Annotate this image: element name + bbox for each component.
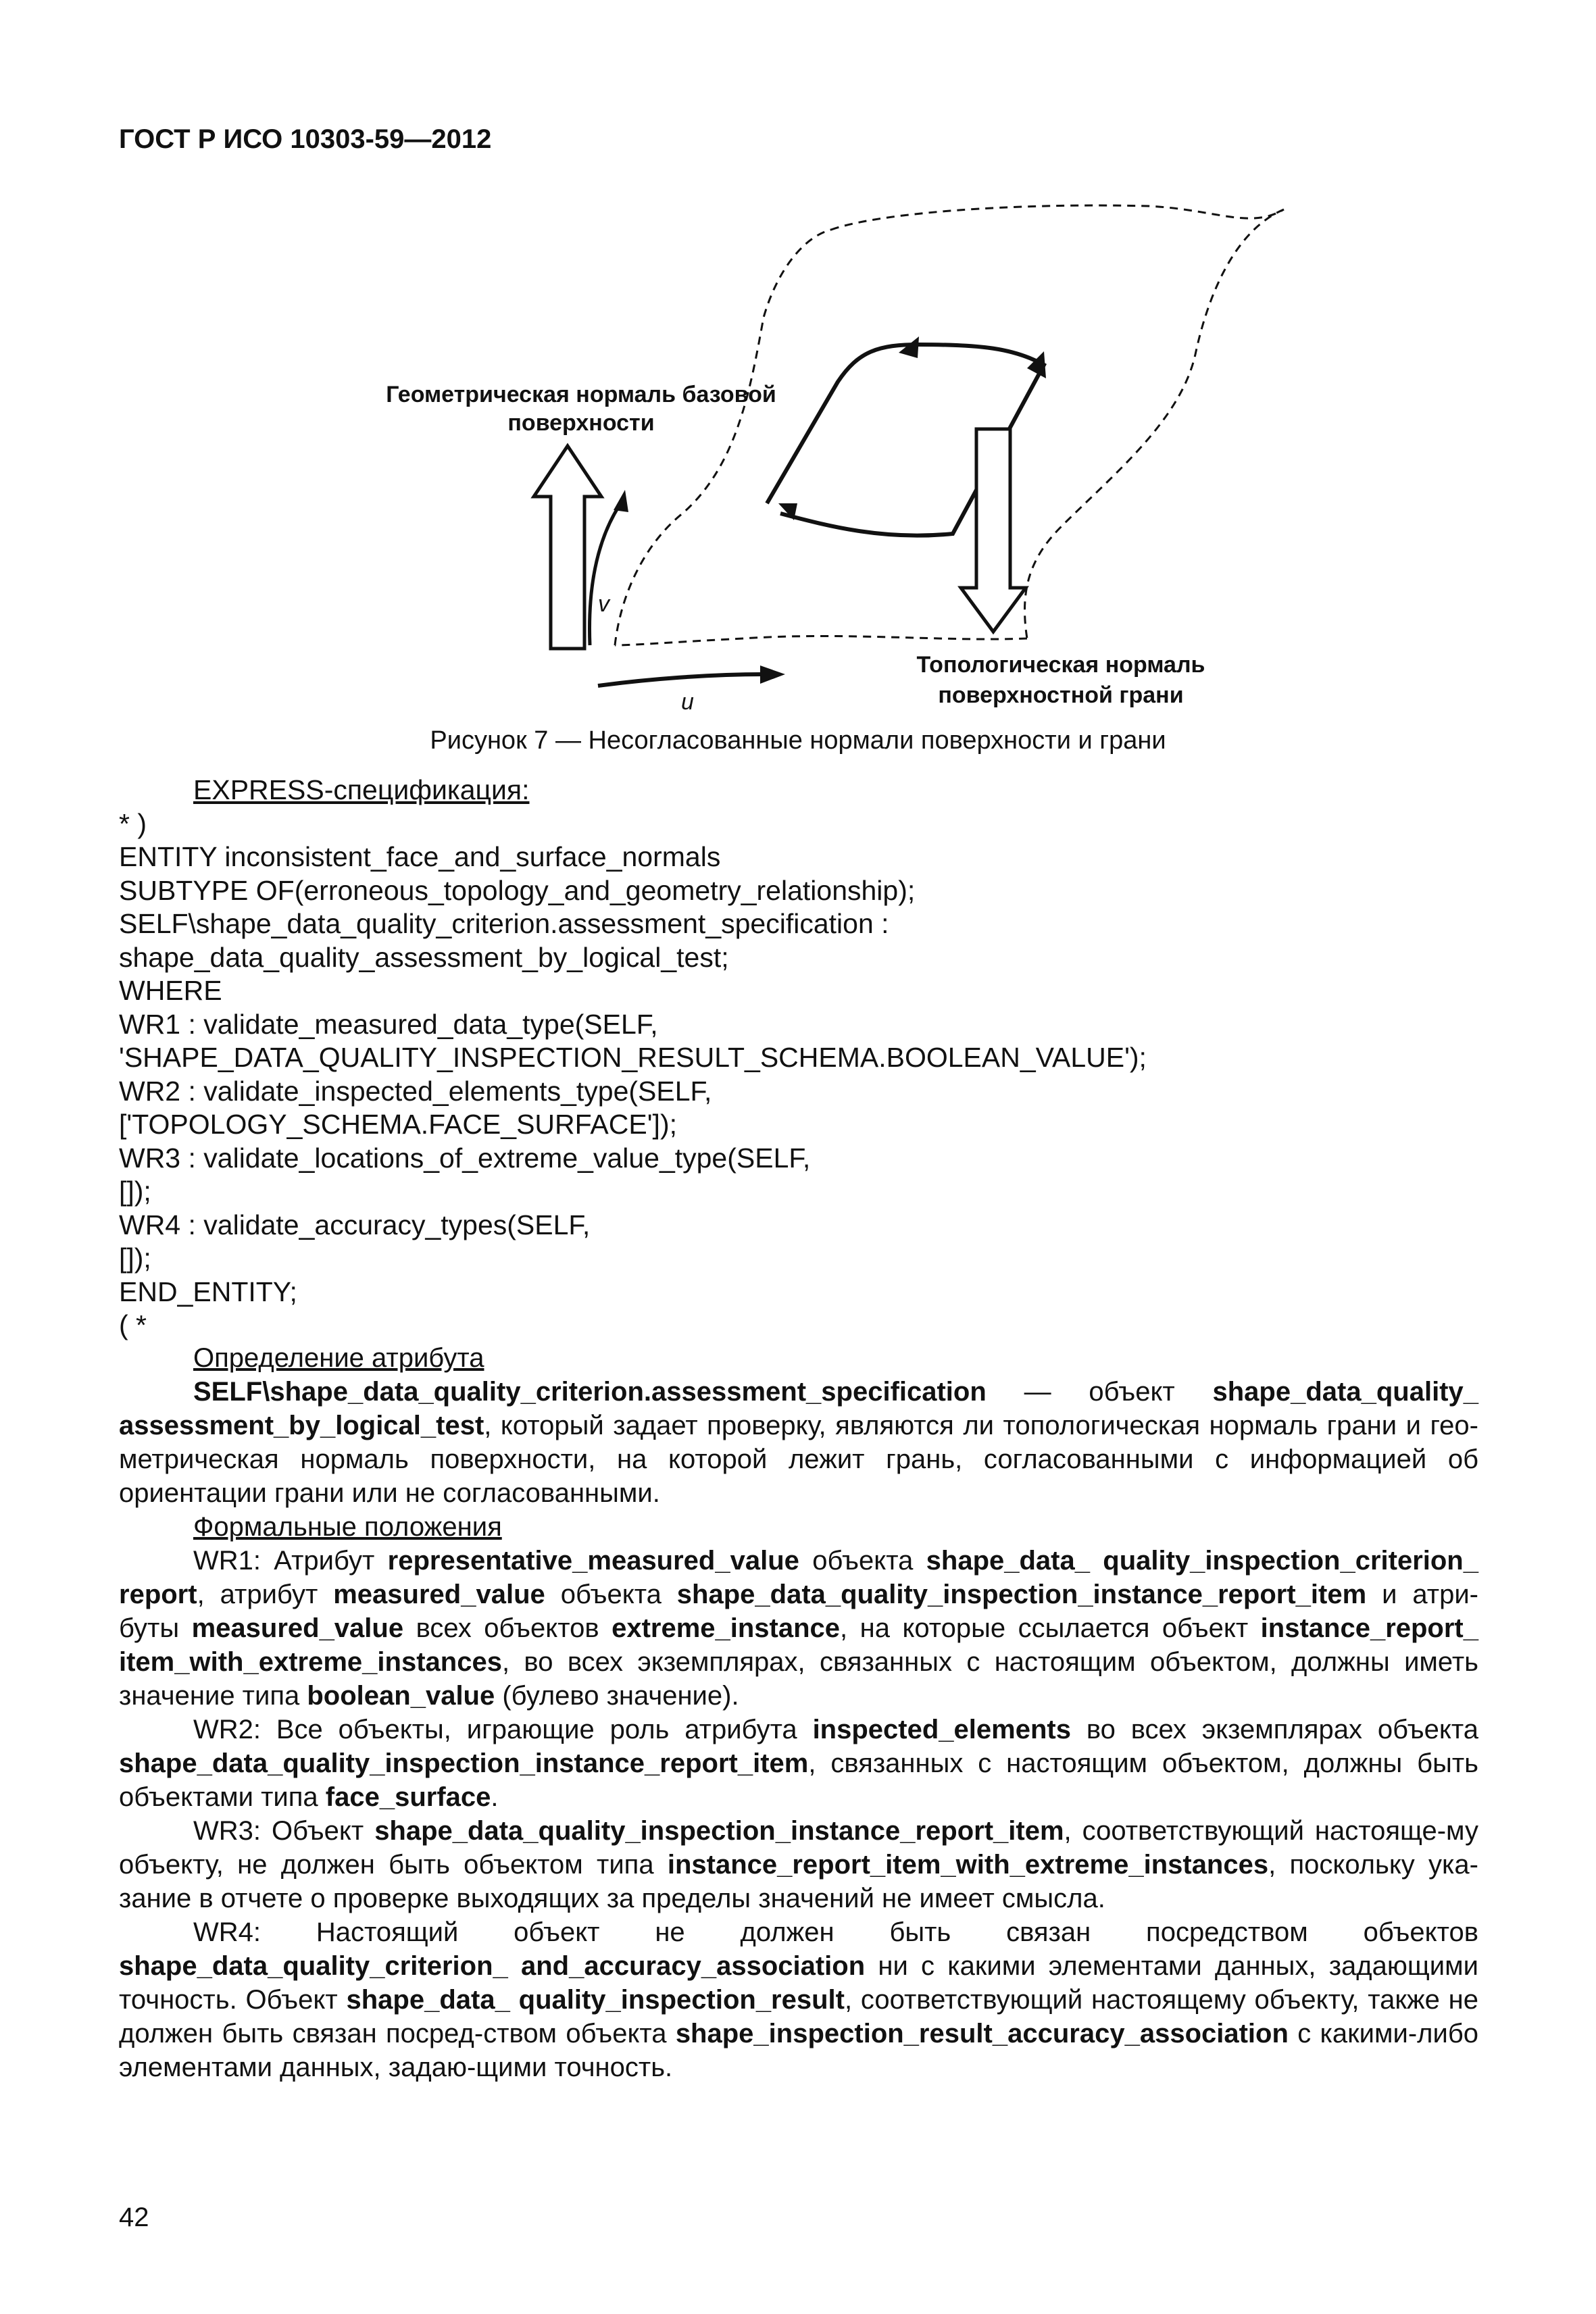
term-bold: measured_value [333, 1580, 545, 1609]
text-run: ни с какими элементами данных, задающими точность. Объект [119, 1951, 1478, 2015]
term-bold: representative_measured_value [387, 1546, 799, 1576]
code-line: []); [119, 1176, 151, 1207]
surface-boundary [615, 205, 1284, 645]
attribute-definition-paragraph [119, 1375, 1478, 1510]
term-bold: shape_inspection_result_accuracy_association [675, 2019, 1289, 2048]
page-number: 42 [119, 2203, 149, 2232]
geom-label-line2: поверхности [507, 410, 655, 436]
code-line: ( * [119, 1309, 147, 1340]
text-run: , поскольку ука-зание в отчете о проверке выходящих за пределы значений не имеет смысла. [119, 1850, 1478, 1913]
text-run: WR3: Объект [193, 1816, 375, 1846]
u-arrow-head [760, 665, 785, 684]
term-bold: face_surface [325, 1782, 491, 1812]
u-axis-curve [598, 674, 764, 686]
code-line: WR4 : validate_accuracy_types(SELF, [119, 1209, 591, 1240]
text-run: — объект [986, 1377, 1213, 1407]
term-bold: SELF\shape_data_quality_criterion.assessment_specification [193, 1377, 987, 1407]
term-bold: shape_data_ quality_inspection_result [346, 1985, 845, 2015]
text-run: , связанных с настоящим объектом, должны быть объектами типа [119, 1749, 1478, 1812]
text-run: всех объектов [403, 1613, 612, 1643]
code-line: []); [119, 1242, 151, 1274]
wr2-paragraph [119, 1713, 1478, 1814]
topo-label-line2: поверхностной грани [938, 682, 1184, 708]
term-bold: measured_value [191, 1613, 404, 1643]
code-line: END_ENTITY; [119, 1276, 297, 1307]
text-run: и атри-буты [119, 1580, 1479, 1643]
term-bold: shape_data_quality_inspection_instance_report_item [374, 1816, 1064, 1846]
formal-propositions-heading: Формальные положения [193, 1512, 502, 1542]
term-bold: shape_data_quality_ assessment_by_logical_test [119, 1377, 1478, 1440]
express-heading: EXPRESS-спецификация: [193, 774, 530, 805]
v-label: v [598, 591, 609, 617]
text-run: с какими-либо элементами данных, задаю-щими точность. [119, 2019, 1478, 2082]
u-label: u [681, 689, 694, 715]
code-line: WHERE [119, 975, 222, 1006]
code-line: ['TOPOLOGY_SCHEMA.FACE_SURFACE']); [119, 1109, 677, 1140]
text-run: объекта [545, 1580, 677, 1609]
wr3-paragraph [119, 1814, 1478, 1915]
term-bold: shape_data_quality_inspection_instance_report_item [119, 1749, 809, 1778]
wr1-paragraph [119, 1544, 1478, 1713]
attribute-definition-heading: Определение атрибута [193, 1343, 484, 1373]
text-run: WR2: Все объекты, играющие роль атрибута [193, 1715, 813, 1744]
code-line: SUBTYPE OF(erroneous_topology_and_geometry_relationship); [119, 874, 916, 906]
text-run: , который задает проверку, являются ли топологическая нормаль грани и гео-метрическая нормаль поверхности, на которой лежит грань, согласованными с информацией об ориентации грани или не согласованными. [119, 1411, 1478, 1508]
text-run: , во всех экземплярах, связанных с настоящим объектом, должны иметь значение типа [119, 1647, 1478, 1711]
term-bold: shape_data_quality_inspection_instance_report_item [676, 1580, 1367, 1609]
topological-normal-arrow [961, 429, 1026, 632]
code-line: WR3 : validate_locations_of_extreme_value_type(SELF, [119, 1142, 811, 1174]
loop-arrow-head-right [1027, 351, 1046, 378]
code-line: ENTITY inconsistent_face_and_surface_normals [119, 841, 721, 872]
text-run: во всех экземплярах объекта [1070, 1715, 1478, 1744]
code-line: SELF\shape_data_quality_criterion.assessment_specification : [119, 908, 889, 939]
text-run: WR4: Настоящий объект не должен быть связан посредством объектов [193, 1917, 1478, 1947]
text-run: , соответствующий настояще-му объекту, не должен быть объектом типа [119, 1816, 1478, 1880]
text-run: . [491, 1782, 499, 1812]
code-line: WR1 : validate_measured_data_type(SELF, [119, 1008, 658, 1040]
figure-caption: Рисунок 7 — Несогласованные нормали поверхности и грани [430, 726, 1166, 755]
text-run: , соответствующий настоящему объекту, также не должен быть связан посред-ством объекта [119, 1985, 1478, 2048]
text-run: (булево значение). [495, 1681, 739, 1711]
code-line: * ) [119, 807, 147, 839]
topo-label-line1: Топологическая нормаль [916, 652, 1205, 678]
text-run: объекта [799, 1546, 926, 1576]
figure-7-diagram [0, 0, 1596, 763]
wr4-paragraph [119, 1915, 1478, 2084]
document-header: ГОСТ Р ИСО 10303-59—2012 [119, 124, 492, 154]
v-arrow-head [614, 490, 628, 512]
text-run: , атрибут [197, 1580, 334, 1609]
text-run: WR1: Атрибут [193, 1546, 388, 1576]
term-bold: shape_data_ quality_inspection_criterion_ report [119, 1546, 1478, 1609]
geom-label-line1: Геометрическая нормаль базовой [386, 382, 776, 407]
term-bold: boolean_value [307, 1681, 495, 1711]
term-bold: instance_report_item_with_extreme_instances [667, 1850, 1269, 1880]
term-bold: instance_report_ item_with_extreme_instances [119, 1613, 1478, 1677]
term-bold: extreme_instance [612, 1613, 841, 1643]
term-bold: inspected_elements [812, 1715, 1071, 1744]
code-line: WR2 : validate_inspected_elements_type(SELF, [119, 1075, 712, 1107]
loop-arrow-head-top [899, 336, 919, 358]
code-line: 'SHAPE_DATA_QUALITY_INSPECTION_RESULT_SCHEMA.BOOLEAN_VALUE'); [119, 1042, 1147, 1073]
code-line: shape_data_quality_assessment_by_logical_test; [119, 941, 729, 973]
express-specification [119, 774, 1147, 1342]
text-run: , на которые ссылается объект [840, 1613, 1261, 1643]
term-bold: shape_data_quality_criterion_ and_accuracy_association [119, 1951, 866, 1981]
document-body [119, 1341, 1478, 2084]
